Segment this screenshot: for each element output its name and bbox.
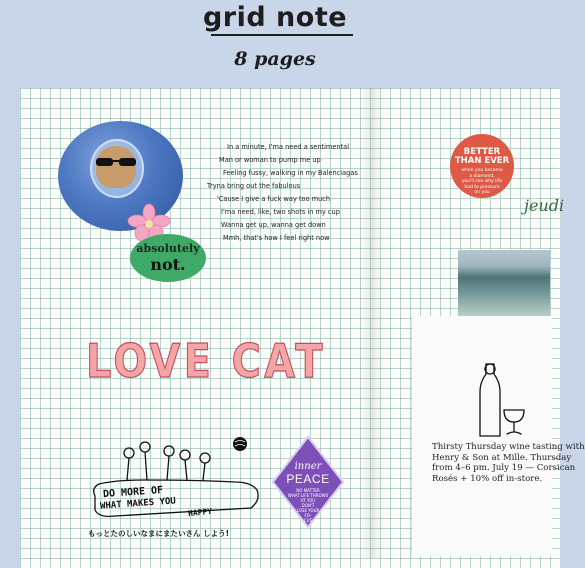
peace-small-line: LOSE YOUR [296, 508, 320, 513]
wine-tasting-text [432, 442, 585, 484]
card-line: Rosés + 10% off in-store. [432, 473, 543, 484]
peace-small-line: AT YOU [300, 498, 316, 503]
title-underline [211, 34, 353, 36]
better-small-line: you'll see why life [461, 179, 503, 184]
do-more-line-2: WHAT MAKES YOU [99, 496, 177, 512]
japanese-caption: もっとたのしいなまにまたいさん しよう! [88, 529, 230, 538]
peace-small-line: DON'T [301, 503, 315, 508]
peace-small-line: CUS [303, 518, 313, 523]
lyric-line: In a minute, I'ma need a sentimental [227, 143, 350, 151]
better-small-line: had to pressure [464, 184, 500, 190]
lyric-line: Tryna bring out the fabulous [207, 182, 301, 190]
notebook-spine [362, 88, 386, 558]
better-small-line: a diamond, [469, 173, 495, 179]
lyric-line: Feeling fussy, walking in my Balenciagas [223, 169, 358, 177]
absolutely-text: absolutely [136, 242, 200, 255]
better-line: BETTER [463, 147, 501, 157]
lyric-line: Man or woman to pump me up [219, 156, 321, 164]
sunglasses-icon [94, 157, 138, 167]
peace-text: PEACE [286, 472, 330, 486]
peace-small-text [286, 488, 330, 523]
better-small-line: on you [474, 190, 490, 195]
peace-small-line: FO- [304, 513, 312, 518]
than-ever-line: THAN EVER [454, 156, 510, 166]
page-count: 8 pages [234, 48, 316, 70]
do-more-line-1: DO MORE OF [102, 484, 164, 501]
lyric-line: Wanna get up, wanna get down [221, 221, 326, 229]
wine-bottle-icon [464, 360, 544, 440]
peace-small-line: NO MATTER [296, 488, 320, 493]
lyric-line: 'Cause I give a fuck way too much [217, 195, 331, 203]
cat-image [96, 146, 136, 188]
peace-small-line: WHAT LIFE THROWS [287, 493, 329, 498]
absolutely-not-sticker [130, 234, 206, 282]
better-small-text [456, 168, 508, 196]
better-than-ever-sticker [450, 134, 514, 198]
do-more-line-3: HAPPY [187, 506, 213, 519]
lyric-line: Mmh, that's how I feel right now [223, 234, 330, 242]
inner-peace-sticker [272, 436, 344, 528]
lyrics-block [207, 141, 358, 245]
not-text: not. [150, 255, 186, 274]
page-title: grid note [202, 2, 348, 33]
inner-text: inner [294, 461, 322, 472]
better-headline [450, 148, 514, 166]
card-line: from 4–6 pm. July 19 — Corsican [432, 463, 576, 473]
lyric-line: I'ma need, like, two shots in my cup [221, 208, 340, 216]
better-small-line: when you become [461, 168, 503, 173]
card-line: Henry & Son at Mille. Thursday [432, 452, 572, 463]
jeudi-handwriting: jeudi [524, 196, 565, 215]
card-line: Thirsty Thursday wine tasting with [432, 442, 585, 452]
love-cat-text: LOVE CAT [86, 334, 326, 388]
yarn-ball-icon [232, 436, 248, 452]
love-cat-sticker [84, 333, 329, 388]
